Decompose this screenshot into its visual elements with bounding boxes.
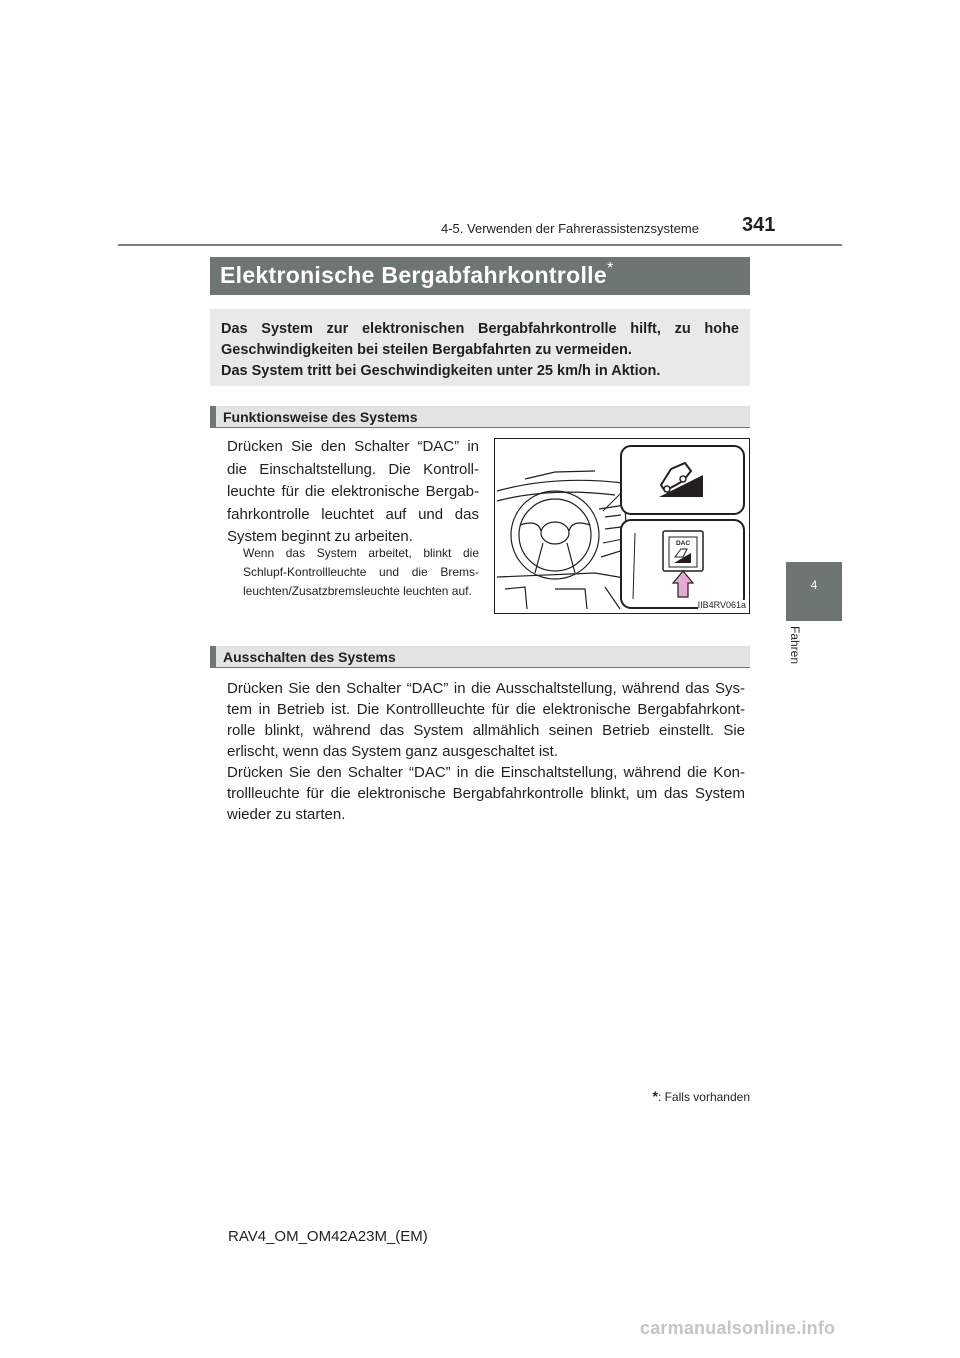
- document-code: RAV4_OM_OM42A23M_(EM): [228, 1228, 428, 1245]
- activation-note: Wenn das System arbeitet, blinkt die Schlupf-Kontrollleuchte und die Brems-leuchten/Zusatzbremsleuchte leuchten auf.: [243, 546, 479, 598]
- chapter-tab-label-text: Fahren: [788, 626, 802, 665]
- switch-off-body: [227, 678, 745, 825]
- chapter-tab-number: 4: [810, 578, 818, 592]
- section-heading-text: Funktionsweise des Systems: [223, 409, 418, 425]
- section-heading-text: Ausschalten des Systems: [223, 649, 396, 665]
- section-heading-switch-off: [210, 646, 750, 668]
- intro-box: [210, 309, 750, 386]
- cockpit-drawing: [495, 439, 749, 613]
- footnote-text: : Falls vorhanden: [657, 1090, 750, 1104]
- chapter-tab-label: [788, 626, 808, 686]
- dac-switch-label: DAC: [675, 540, 691, 547]
- page-title: [220, 262, 613, 289]
- page-title-bar: [210, 257, 750, 295]
- watermark: carmanualsonline.info: [640, 1318, 836, 1338]
- section-heading-marker: [210, 406, 216, 427]
- footnote-asterisk: *: [652, 1088, 658, 1104]
- footnote: [600, 1088, 750, 1104]
- section-heading-marker: [210, 646, 216, 667]
- running-header: 4-5. Verwenden der Fahrerassistenzsysteme: [441, 221, 699, 236]
- header-divider: [118, 244, 842, 246]
- switch-off-paragraph: Drücken Sie den Schalter “DAC” in die Ausschaltstellung, während das Sys-tem in Betrieb ist. Die Kontrollleuchte für die elektronische Bergabfahrkont-rolle blinkt, während das System allmählich seinen Betrieb einstellt. Sie erlischt, wenn das System ganz ausgeschaltet ist.: [227, 680, 745, 760]
- title-asterisk: *: [606, 260, 614, 277]
- intro-line-1: Das System zur elektronischen Bergabfahrkontrolle hilft, zu hohe Geschwindigkeiten bei steilen Bergabfahrten zu vermeiden.: [221, 321, 739, 358]
- activation-instruction: Drücken Sie den Schalter “DAC” in die Einschaltstellung. Die Kontroll-leuchte für die elektronische Bergab-fahrkontrolle leuchtet auf und das System beginnt zu arbeiten.: [227, 438, 479, 545]
- dac-switch-illustration: [494, 438, 750, 614]
- page-number: 341: [742, 214, 776, 236]
- figure-code: IIB4RV061a: [697, 600, 746, 610]
- dac-switch: [663, 531, 703, 571]
- restart-paragraph: Drücken Sie den Schalter “DAC” in die Einschaltstellung, während die Kon-trollleuchte für die elektronische Bergabfahrkontrolle blinkt, um das System wieder zu starten.: [227, 764, 745, 823]
- section-heading-function: [210, 406, 750, 428]
- intro-line-2: Das System tritt bei Geschwindigkeiten unter 25 km/h in Aktion.: [221, 363, 661, 379]
- page-title-text: Elektronische Bergabfahrkontrolle: [220, 262, 607, 288]
